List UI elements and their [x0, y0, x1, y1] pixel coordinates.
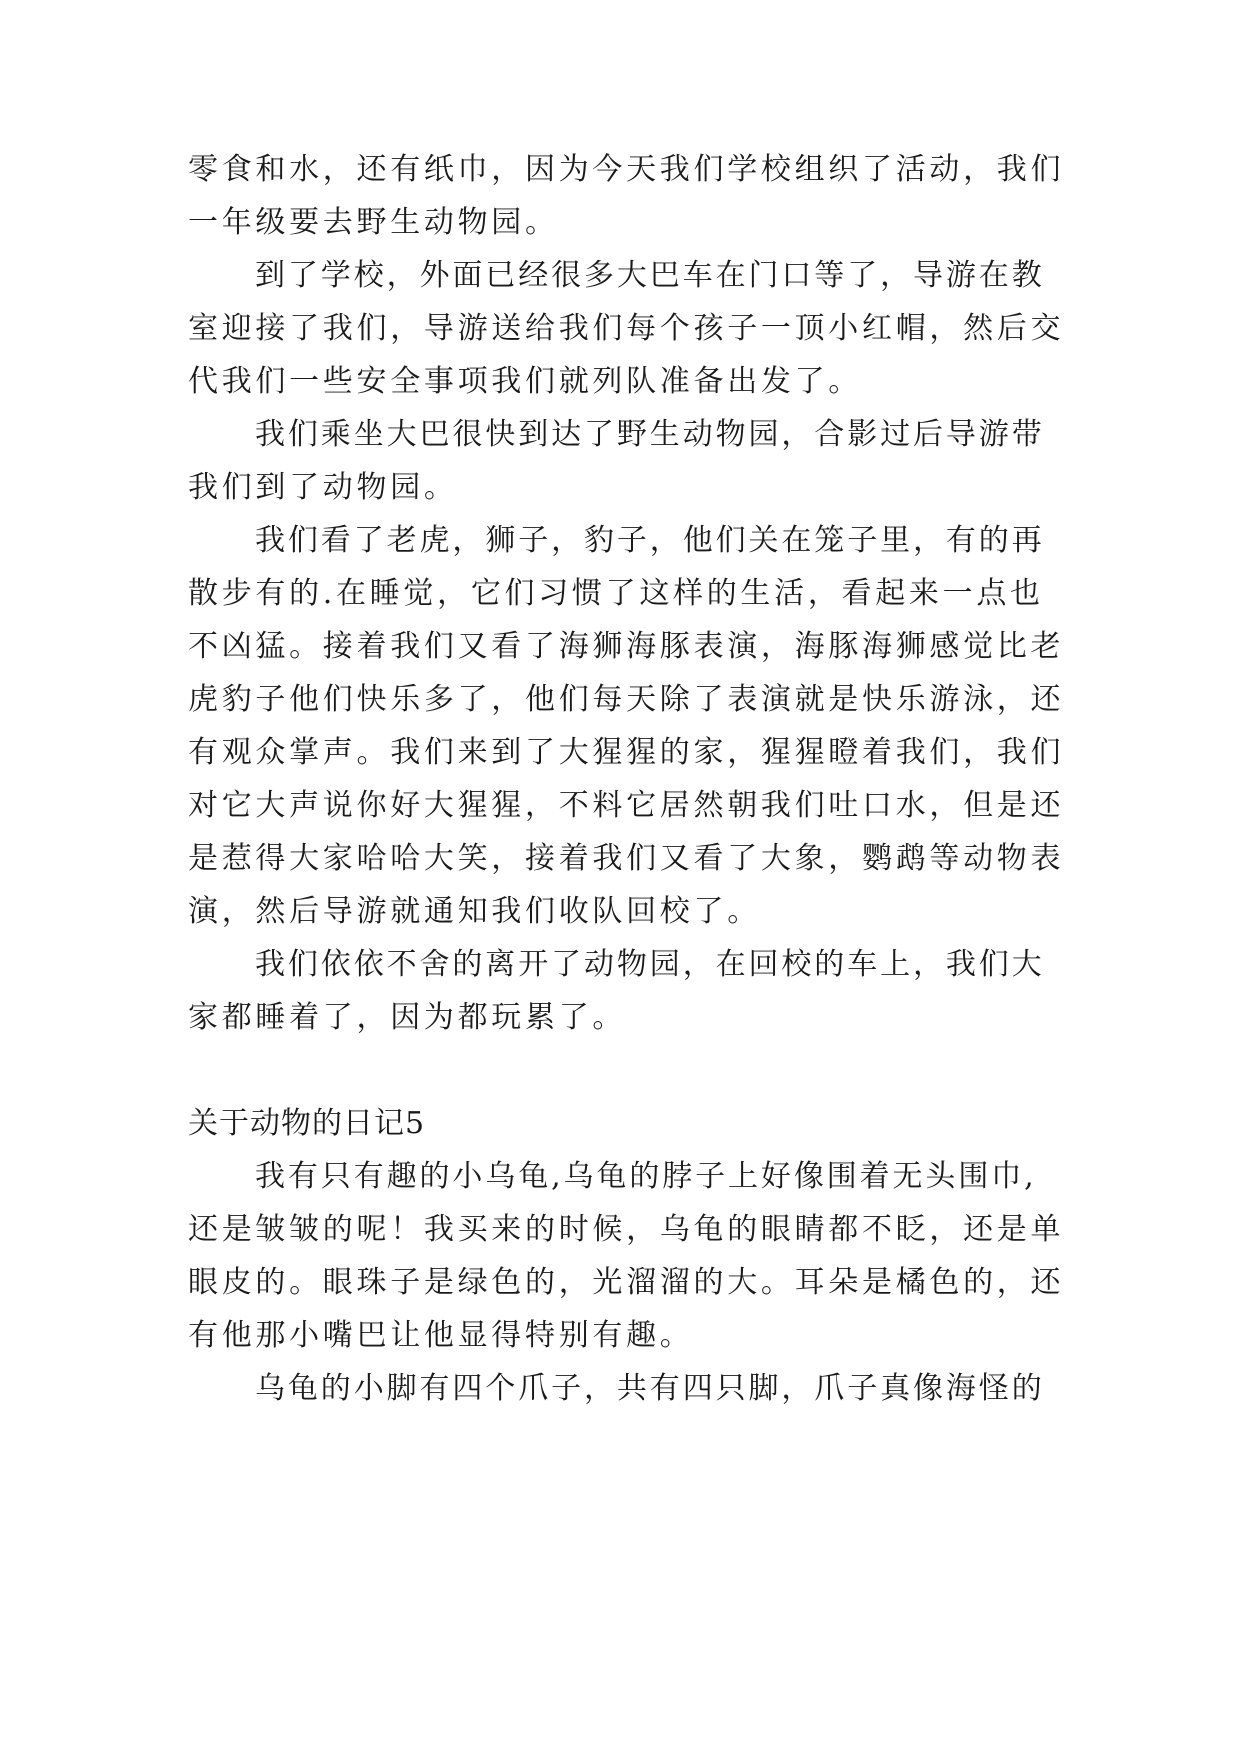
- paragraph-line: 有观众掌声。我们来到了大猩猩的家，猩猩瞪着我们，我们: [188, 735, 1065, 770]
- section-heading: 关于动物的日记5: [188, 1106, 426, 1141]
- paragraph-line: 我们乘坐大巴很快到达了野生动物园，合影过后导游带: [255, 417, 1045, 452]
- paragraph-line: 还是皱皱的呢！我买来的时候，乌龟的眼睛都不眨，还是单: [188, 1212, 1065, 1247]
- paragraph-line: 我们看了老虎，狮子，豹子，他们关在笼子里，有的再: [255, 523, 1045, 558]
- paragraph-line: 散步有的.在睡觉，它们习惯了这样的生活，看起来一点也: [188, 576, 1044, 611]
- paragraph-line: 室迎接了我们，导游送给我们每个孩子一顶小红帽，然后交: [188, 311, 1065, 346]
- paragraph-line: 乌龟的小脚有四个爪子，共有四只脚，爪子真像海怪的: [255, 1371, 1045, 1406]
- paragraph-line: 眼皮的。眼珠子是绿色的，光溜溜的大。耳朵是橘色的，还: [188, 1265, 1065, 1300]
- paragraph-line: 是惹得大家哈哈大笑，接着我们又看了大象，鹦鹉等动物表: [188, 841, 1065, 876]
- paragraph-line: 我们到了动物园。: [188, 470, 458, 505]
- paragraph-line: 有他那小嘴巴让他显得特别有趣。: [188, 1318, 694, 1353]
- paragraph-line: 不凶猛。接着我们又看了海狮海豚表演，海豚海狮感觉比老: [188, 629, 1065, 664]
- paragraph-line: 我们依依不舍的离开了动物园，在回校的车上，我们大: [255, 947, 1045, 982]
- paragraph-line: 到了学校，外面已经很多大巴车在门口等了，导游在教: [255, 258, 1045, 293]
- paragraph-line: 家都睡着了，因为都玩累了。: [188, 1000, 627, 1035]
- paragraph-line: 演，然后导游就通知我们收队回校了。: [188, 894, 761, 929]
- paragraph-line: 代我们一些安全事项我们就列队准备出发了。: [188, 364, 862, 399]
- paragraph-line: 零食和水，还有纸巾，因为今天我们学校组织了活动，我们: [188, 152, 1065, 187]
- paragraph-line: 我有只有趣的小乌龟,乌龟的脖子上好像围着无头围巾,: [255, 1159, 1037, 1194]
- paragraph-line: 一年级要去野生动物园。: [188, 205, 559, 240]
- paragraph-line: 对它大声说你好大猩猩，不料它居然朝我们吐口水，但是还: [188, 788, 1065, 823]
- paragraph-line: 虎豹子他们快乐多了，他们每天除了表演就是快乐游泳，还: [188, 682, 1065, 717]
